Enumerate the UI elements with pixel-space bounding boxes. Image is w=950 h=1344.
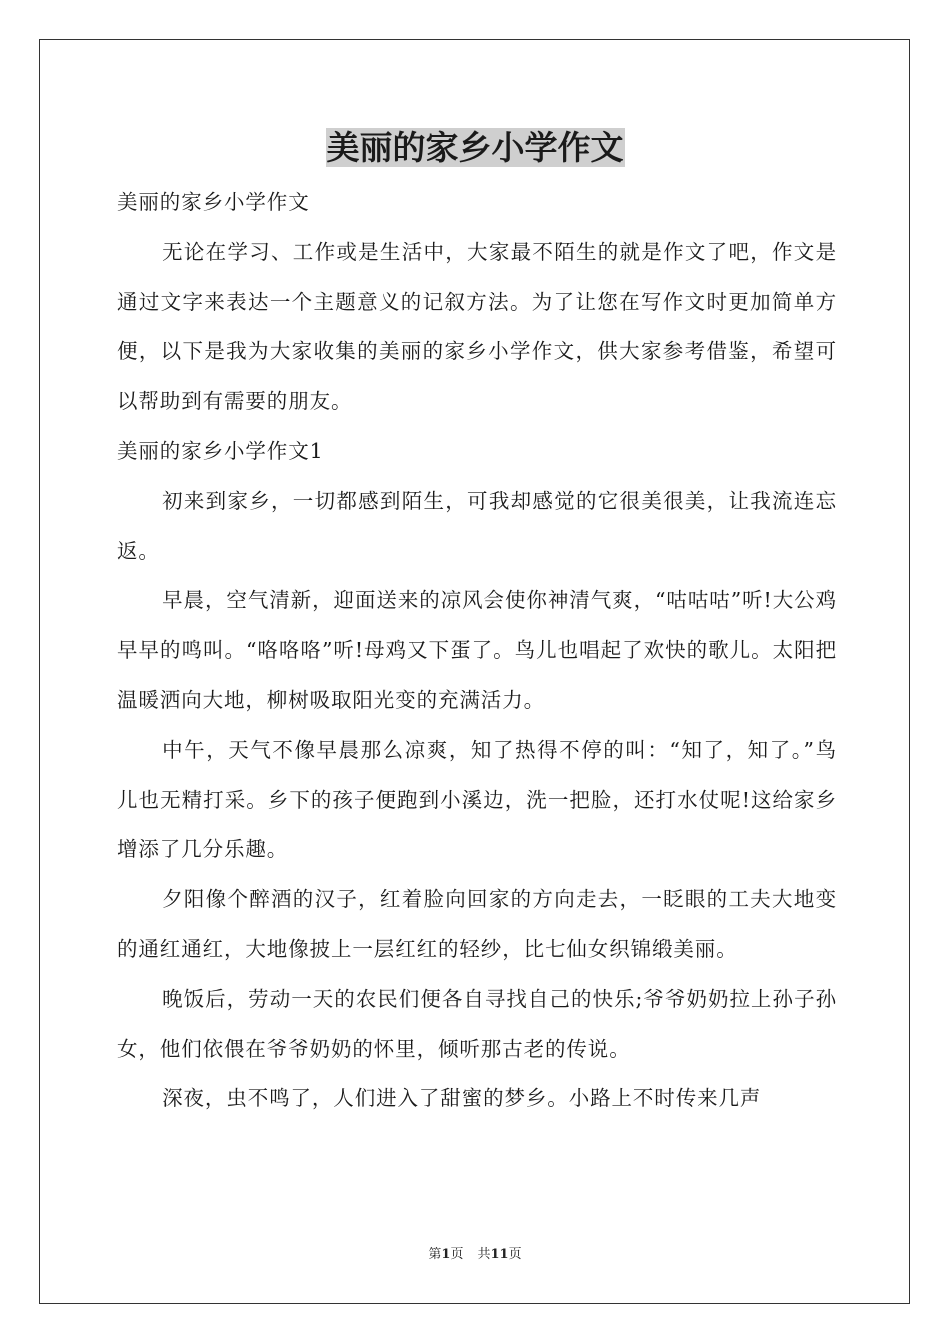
- footer-page-number: 1: [441, 1247, 451, 1262]
- body-paragraph: 初来到家乡，一切都感到陌生，可我却感觉的它很美很美，让我流连忘返。: [117, 488, 837, 563]
- document-title: [0, 126, 950, 170]
- body-paragraph: 深夜，虫不鸣了，人们进入了甜蜜的梦乡。小路上不时传来几声: [162, 1086, 762, 1111]
- page-footer: [0, 1245, 950, 1265]
- section-heading: 美丽的家乡小学作文1: [117, 438, 324, 463]
- document-body: [117, 178, 837, 1124]
- footer-page-suffix: 页: [450, 1247, 464, 1262]
- footer-total-pages: 11: [490, 1247, 509, 1262]
- intro-paragraph: 无论在学习、工作或是生活中，大家最不陌生的就是作文了吧，作文是通过文字来表达一个主题意义的记叙方法。为了让您在写作文时更加简单方便，以下是我为大家收集的美丽的家乡小学作文，供大家参考借鉴，希望可以帮助到有需要的朋友。: [117, 239, 837, 414]
- body-paragraph: 早晨，空气清新，迎面送来的凉风会使你神清气爽，“咕咕咕”听!大公鸡早早的鸣叫。“咯咯咯”听!母鸡又下蛋了。鸟儿也唱起了欢快的歌儿。太阳把温暖洒向大地，柳树吸取阳光变的充满活力。: [117, 588, 837, 712]
- footer-total-suffix: 页: [508, 1247, 522, 1262]
- document-title-text: 美丽的家乡小学作文: [326, 128, 624, 167]
- body-paragraph: 中午，天气不像早晨那么凉爽，知了热得不停的叫：“知了，知了。”鸟儿也无精打采。乡下的孩子便跑到小溪边，洗一把脸，还打水仗呢!这给家乡增添了几分乐趣。: [117, 737, 837, 862]
- subtitle-line: 美丽的家乡小学作文: [117, 190, 310, 214]
- body-paragraph: 晚饭后，劳动一天的农民们便各自寻找自己的快乐;爷爷奶奶拉上孙子孙女，他们依偎在爷爷奶奶的怀里，倾听那古老的传说。: [117, 986, 837, 1061]
- footer-page-prefix: 第: [428, 1247, 442, 1262]
- footer-total-prefix: 共: [477, 1247, 491, 1262]
- body-paragraph: 夕阳像个醉酒的汉子，红着脸向回家的方向走去，一眨眼的工夫大地变的通红通红，大地像披上一层红红的轻纱，比七仙女织锦缎美丽。: [117, 887, 837, 961]
